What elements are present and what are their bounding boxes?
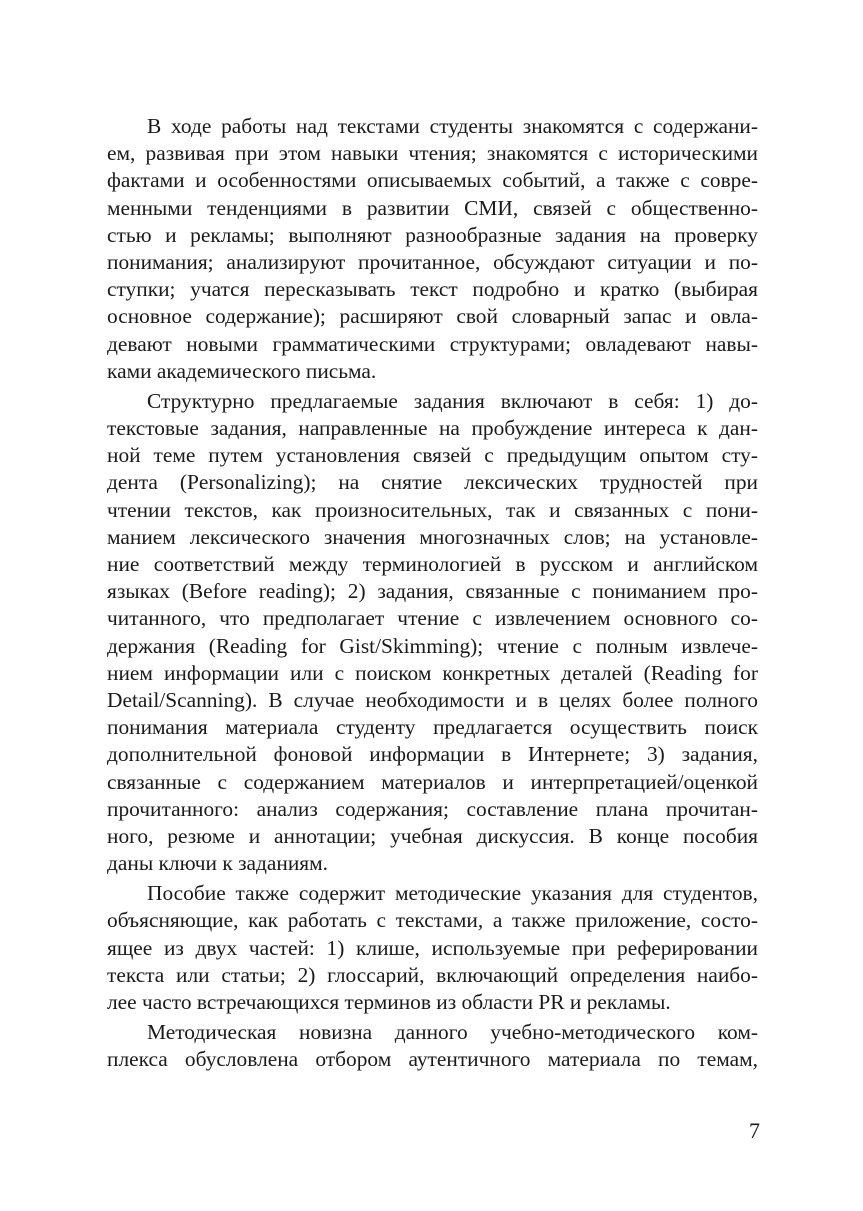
text-line: текста или статьи; 2) глоссарий, включающий определения наибо- (107, 962, 758, 987)
text-line: ной теме путем установления связей с предыдущим опытом сту- (107, 443, 758, 468)
text-line: ного, резюме и аннотации; учебная дискуссия. В конце пособия (107, 823, 758, 848)
text-line: В ходе работы над текстами студенты знакомятся с содержани- (147, 114, 758, 138)
body-text (107, 113, 758, 1074)
text-line: нием информации или с поиском конкретных деталей (Reading for (107, 660, 758, 685)
text-line: менными тенденциями в развитии СМИ, связей с общественно- (107, 195, 758, 220)
text-line: даны ключи к заданиям. (107, 851, 329, 876)
paragraph (107, 113, 758, 385)
text-line: стью и рекламы; выполняют разнообразные задания на проверку (107, 222, 758, 247)
text-line: ем, развивая при этом навыки чтения; знакомятся с историческими (107, 141, 758, 166)
text-line: читанного, что предполагает чтение с извлечением основного со- (107, 606, 758, 631)
text-line: Методическая новизна данного учебно-методического ком- (147, 1020, 758, 1045)
paragraph (107, 880, 758, 1016)
text-line: языках (Before reading); 2) задания, связанные с пониманием про- (107, 579, 758, 604)
text-line: понимания; анализируют прочитанное, обсуждают ситуации и по- (107, 249, 758, 274)
text-line: объясняющие, как работать с текстами, а также приложение, состо- (107, 908, 758, 933)
text-line: ние соответствий между терминологией в русском и английском (107, 552, 758, 576)
text-line: Пособие также содержит методические указания для студентов, (147, 881, 758, 906)
paragraph (107, 1019, 758, 1073)
paragraph (107, 388, 758, 877)
text-line: Структурно предлагаемые задания включают в себя: 1) до- (147, 388, 758, 413)
text-line: ящее из двух частей: 1) клише, используемые при реферировании (107, 935, 758, 960)
text-line: ками академического письма. (107, 358, 377, 383)
text-line: прочитанного: анализ содержания; составление плана прочитан- (107, 796, 758, 821)
text-line: понимания материала студенту предлагается осуществить поиск (107, 715, 758, 740)
text-line: дента (Personalizing); на снятие лексических трудностей при (107, 470, 758, 495)
text-line: чтении текстов, как произносительных, так и связанных с пони- (107, 497, 758, 522)
text-line: плекса обусловлена отбором аутентичного материала по темам, (107, 1047, 758, 1072)
text-line: фактами и особенностями описываемых событий, а также с совре- (107, 168, 758, 193)
page-number: 7 (749, 1118, 760, 1143)
text-line: ступки; учатся пересказывать текст подробно и кратко (выбирая (107, 277, 758, 302)
text-line: Detail/Scanning). В случае необходимости и в целях более полного (107, 687, 758, 712)
text-line: связанные с содержанием материалов и интерпретацией/оценкой (107, 769, 758, 794)
text-line: дополнительной фоновой информации в Интернете; 3) задания, (107, 742, 758, 767)
text-line: лее часто встречающихся терминов из области PR и рекламы. (107, 990, 671, 1014)
text-line: держания (Reading for Gist/Skimming); чтение с полным извлече- (107, 633, 758, 658)
text-line: манием лексического значения многозначных слов; на установле- (107, 524, 758, 549)
text-line: текстовые задания, направленные на пробуждение интереса к дан- (107, 416, 758, 441)
text-line: основное содержание); расширяют свой словарный запас и овла- (107, 304, 758, 329)
text-line: девают новыми грамматическими структурами; овладевают навы- (107, 331, 758, 356)
